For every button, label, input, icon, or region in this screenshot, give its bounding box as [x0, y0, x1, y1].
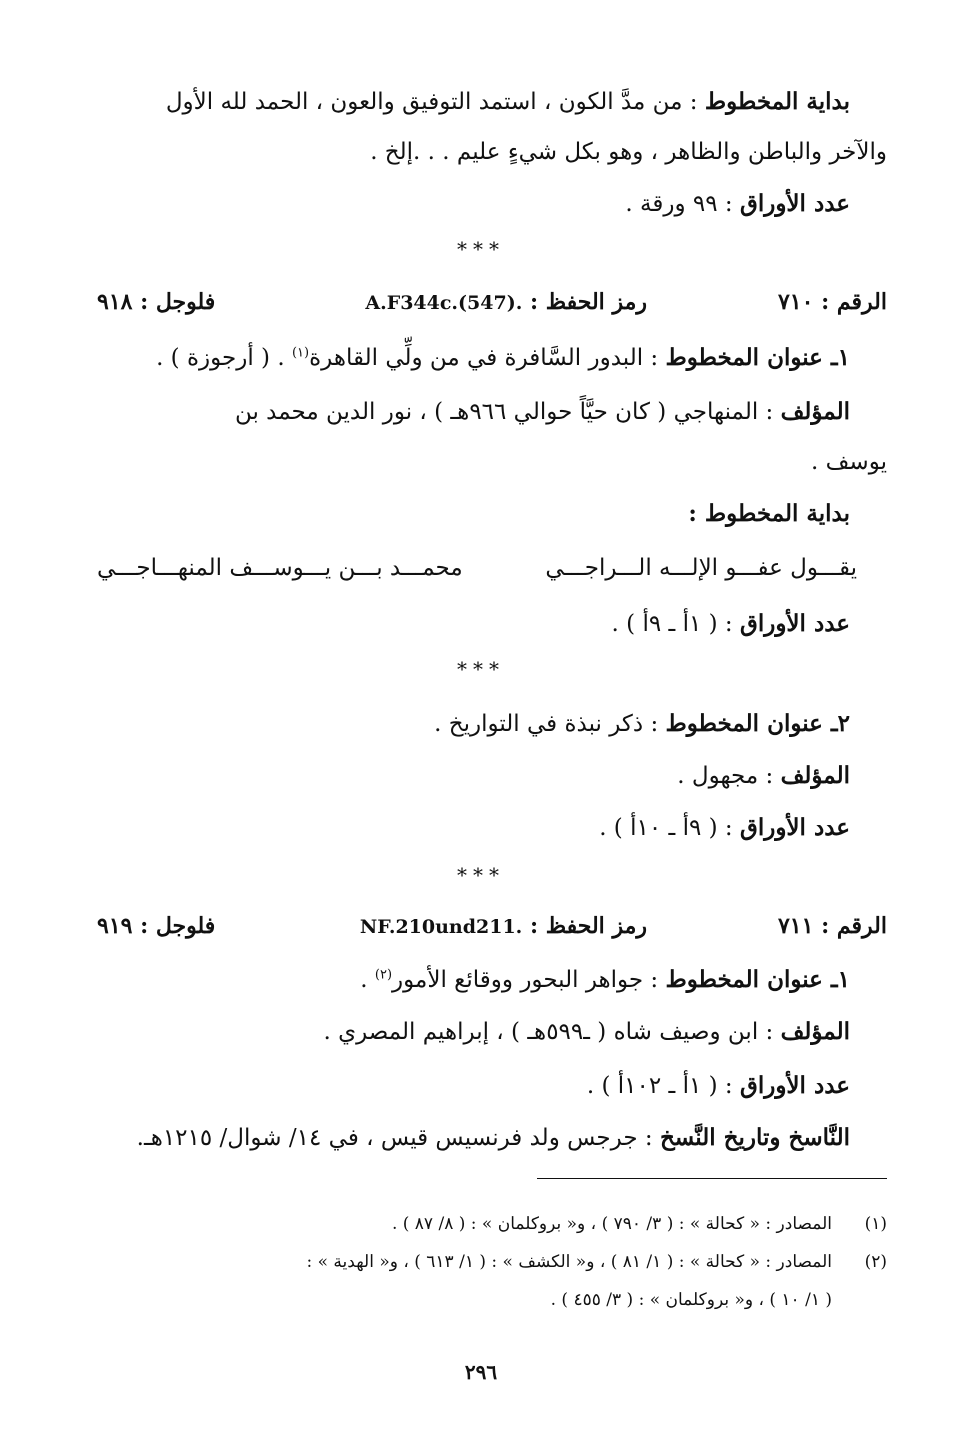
author-text: : المنهاجي ( كان حيَّاً حوالي ٩٦٦هـ ) ، نور الدين محمد بن — [234, 399, 781, 425]
leaves-label: عدد الأوراق — [739, 814, 850, 841]
footnote-text: المصادر : « كحالة » : ( ٣/ ٧٩٠ ) ، و« بروكلمان » : ( ٨/ ٨٧ ) . — [391, 1214, 832, 1234]
record-710-title-line — [72, 338, 850, 378]
record-711-header — [97, 906, 887, 946]
intro-incipit-cont: والآخر والباطن والظاهر ، وهو بكل شيءٍ عليم . . .إلخ . — [370, 139, 887, 165]
verse-line — [97, 548, 857, 588]
footnote-rule — [537, 1178, 887, 1179]
leaves-text: : ( ١أ ـ ١٠٢أ ) . — [586, 1073, 740, 1099]
shelfmark-value: A.F344c.(547). — [365, 292, 523, 314]
shelfmark — [365, 282, 647, 323]
record-710-item2-leaves-line — [72, 808, 850, 848]
verse-first-hemistich: يقـــول عفـــو الإلـــه الـــراجـــي — [545, 555, 857, 581]
title-suffix: . — [360, 967, 375, 993]
title-text: : ذكر نبذة في التواريخ . — [434, 711, 666, 737]
record-711-author-line — [72, 1012, 850, 1052]
record-710-author-line — [72, 392, 850, 432]
shelfmark-label: رمز الحفظ : — [522, 913, 647, 939]
footnote-mark: (١) — [864, 1214, 887, 1234]
footnote-mark: (٢) — [864, 1252, 887, 1272]
intro-leaves-line — [72, 184, 850, 224]
author-label: المؤلف — [780, 398, 850, 425]
leaves-text: : ٩٩ ورقة . — [625, 191, 740, 217]
shelfmark-value: NF.210und211. — [359, 916, 523, 938]
record-710-author-cont: يوسف . — [811, 449, 887, 475]
section-separator: *** — [457, 657, 505, 681]
flugel-number: فلوجل : ٩١٨ — [97, 289, 216, 315]
record-710-item2-author-line — [72, 756, 850, 796]
record-number: الرقم : ٧١١ — [777, 913, 887, 939]
record-711-title-line — [72, 960, 850, 1000]
footnote-text: ( ١/ ١٠ ) ، و« بروكلمان » : ( ٣/ ٤٥٥ ) . — [550, 1290, 832, 1310]
footnote-ref: (١) — [291, 345, 310, 361]
record-710-item2-title-line — [72, 704, 850, 744]
shelfmark — [360, 906, 647, 947]
title-text: : جواهر البحور ووقائع الأمور — [392, 967, 666, 993]
footnote-ref: (٢) — [374, 967, 393, 983]
author-text: : ابن وصيف شاه ( ـ٥٩٩هـ ) ، إبراهيم المصري . — [323, 1019, 781, 1045]
record-711-copyist-line — [72, 1118, 850, 1158]
incipit-text: : من مدَّ الكون ، استمد التوفيق والعون ، الحمد لله الأول — [165, 89, 705, 115]
page-number: ٢٩٦ — [464, 1360, 498, 1384]
record-number: الرقم : ٧١٠ — [777, 289, 887, 315]
title-label: ١ـ عنوان المخطوط — [665, 966, 850, 993]
author-label: المؤلف — [780, 1018, 850, 1045]
copyist-text: : جرجس ولد فرنسيس قيس ، في ١٤/ شوال/ ١٢١٥هـ. — [136, 1125, 660, 1151]
record-711-leaves-line — [72, 1066, 850, 1106]
leaves-text: : ( ١أ ـ ٩أ ) . — [611, 611, 740, 637]
shelfmark-label: رمز الحفظ : — [522, 289, 647, 315]
section-separator: *** — [457, 237, 505, 261]
footnote-text: المصادر : « كحالة » : ( ١/ ٨١ ) ، و« الكشف » : ( ١/ ٦١٣ ) ، و« الهدية » : — [306, 1252, 832, 1272]
author-text: : مجهول . — [677, 763, 781, 789]
record-710-incipit-label: بداية المخطوط : — [688, 500, 850, 527]
leaves-label: عدد الأوراق — [739, 610, 850, 637]
title-label: ١ـ عنوان المخطوط — [665, 344, 850, 371]
title-suffix: . ( أرجوزة ) . — [156, 345, 292, 371]
record-710-header — [97, 282, 887, 322]
leaves-label: عدد الأوراق — [739, 190, 850, 217]
section-separator: *** — [457, 863, 505, 887]
copyist-label: النَّاسخ وتاريخ النَّسخ — [659, 1124, 850, 1151]
leaves-label: عدد الأوراق — [739, 1072, 850, 1099]
leaves-text: : ( ٩أ ـ ١٠أ ) . — [599, 815, 740, 841]
record-710-leaves-line — [72, 604, 850, 644]
incipit-label: بداية المخطوط — [704, 88, 850, 115]
intro-incipit-line — [72, 82, 850, 122]
verse-second-hemistich: محمـــد بـــن يـــوســـف المنهـــاجـــي — [97, 555, 463, 581]
title-label: ٢ـ عنوان المخطوط — [665, 710, 850, 737]
author-label: المؤلف — [780, 762, 850, 789]
title-text: : البدور السَّافرة في من ولِّي القاهرة — [309, 345, 666, 371]
flugel-number: فلوجل : ٩١٩ — [97, 913, 216, 939]
